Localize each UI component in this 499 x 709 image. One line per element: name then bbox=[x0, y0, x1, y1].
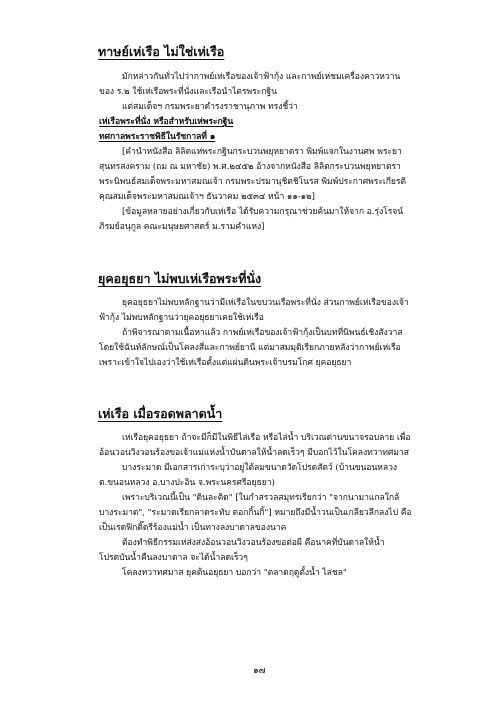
section-3-line-6: บางระมาด", "ระมาดเรียกลาดระทับ ตอกกิ้นกิ้"] หมายถึงมีน้ำวนเป็นเกลียวลึกลงไป คือ bbox=[99, 508, 412, 518]
section-1-line-7: สุนทรสงคราม (ถม ณ มหาชัย) พ.ศ.๒๔๕๒ อ้างจากหนังสือ ลิลิตกระบวนพยุหยาตรา bbox=[99, 162, 401, 172]
section-1-line-2: ของ ร.๒ ใช้เห่เรือพระที่นั่งและเรือนำไตรพระกฐิน bbox=[99, 87, 277, 97]
section-3-line-8: ต้องทำพิธีกรรมเห่ส่งส่งอ้อนวอนวิงวอนร้องขอต่อผี คือนาคที่บันดาลให้น้ำ bbox=[122, 538, 385, 548]
section-3-heading: เห่เรือ เมื่อรอดพลาดน้ำ bbox=[98, 406, 223, 421]
section-2-line-2: ฟ้ากุ้ง ไม่พบหลักฐานว่ายุคอยุธยาเคยใช้เห่เรือ bbox=[99, 313, 264, 323]
section-3-line-3: บางระมาด มีเอกสารเก่าระบุว่าอยู่ใต้ลมขนาดวัดโปรดสัตว์ (บ้านขนอนหลวง bbox=[122, 463, 398, 473]
section-1-line-8: พระนิพนธ์สมเด็จพระมหาสมณเจ้า กรมพระปรมานุชิตชิโนรส พิมพ์ประกาศพระเกียรติ bbox=[99, 177, 407, 187]
section-1-heading: ทาษย์เห่เรือ ไม่ใช่เห่เรือ bbox=[98, 44, 225, 59]
section-3-line-4: ต.ขนอนหลวง อ.บางปะอิน จ.พระนครศรีอยุธยา) bbox=[99, 478, 275, 488]
section-3-line-1: เห่เรือยุคอยุธยา ถ้าจะมีก็มีในพิธีไล่เรือ หรือไล่น้ำ บริเวณด่านขนาจรอบลาย เพื่อ bbox=[122, 433, 411, 443]
section-3-line-2: อ้อนวอนวิงวอนร้องขอเจ้าแม่แห่งน้ำบันดาลให้น้ำลดเร็วๆ มีบอกไว้ในโคลงทวาทศมาส bbox=[99, 448, 409, 458]
section-3-line-5: เพราะบริเวณนี้เป็น "ดินละติด" [ในกำสรวลสมุทรเรียกว่า "จากนามาแกลใกล้ bbox=[122, 493, 400, 503]
section-2-line-4: โดยใช้ฉันท์ลักษณ์เป็นโคลงสี่และกาพย์ยานี แต่มาสมมุติเรียกภายหลังว่ากาพย์เห่เรือ bbox=[99, 343, 401, 353]
section-2-line-1: ยุคอยุธยาไม่พบหลักฐานว่ามีเห่เรือในขบวนเรือพระที่นั่ง ส่วนกาพย์เห่เรือของเจ้า bbox=[122, 298, 409, 308]
section-1-line-1: มักหล่าวกันทั่วไปว่ากาพย์เห่เรือของเจ้าฟ้ากุ้ง และกาพย์เห่ชมเครื่องคาวหวาน bbox=[122, 72, 401, 82]
section-1-line-3: แต่สมเด็จฯ กรมพระยาดำรงราชานุภาพ ทรงชี้ว่า bbox=[122, 102, 298, 112]
section-2-line-5: เพราะเข้าใจไปเองว่าใช้เห่เรือตั้งแต่แผ่นดินพระเจ้าบรมโกศ ยุคอยุธยา bbox=[99, 358, 352, 368]
section-1-line-11: ภิรมย์อนุกูล คณะมนุษยศาสตร์ ม.รามคำแหง] bbox=[99, 222, 265, 232]
section-2-line-3: ถ้าพิจารณาตามเนื้อหาแล้ว กาพย์เห่เรือของเจ้าฟ้ากุ้งเป็นบทที่นิพนธ์เชิงสังวาส bbox=[122, 328, 403, 338]
section-3-line-7: เป็นเรดฟิกติ๊ดรีร้องแม่น้ำ เป็นทางลงบาดาลของนาค bbox=[99, 523, 287, 533]
section-1-line-4: เห่เรือพระที่นั่ง หรือสำหรับเห่พระกฐิน bbox=[99, 117, 234, 127]
section-3-line-9: โปรดบันน้ำคืนลงบาดาล จะได้น้ำลดเร็วๆ bbox=[99, 553, 248, 563]
section-1-line-6: [คำนำหนังสือ ลิลิตแห่พระกฐินกระบวนพยุหยาตรา พิมพ์แจกในงานศพ พระยา bbox=[122, 147, 402, 157]
section-3-line-10: โคลงทวาทศมาส ยุคต้นอยุธยา บอกว่า "ตลาดฤดูตั้งน้ำ ไล่ชล" bbox=[122, 568, 347, 578]
section-1-line-9: คุณสมเด็จพระมหาสมณเจ้าฯ ธันวาคม ๒๕๓๔ หน้า ๑๑-๑๒] bbox=[99, 192, 315, 202]
section-2-heading: ยุคอยุธยา ไม่พบเห่เรือพระที่นั่ง bbox=[98, 271, 262, 286]
section-1-line-10: [ข้อมูลหลายอย่างเกี่ยวกับเห่เรือ ได้รับความกรุณาช่วยค้นมาให้จาก อ.รุ่งโรจน์ bbox=[122, 207, 404, 217]
page-number: ๑๗ bbox=[253, 666, 266, 676]
section-1-line-5: ทศกาลพระราชพิธีในรัชกาลที่ ๑ bbox=[99, 132, 216, 142]
